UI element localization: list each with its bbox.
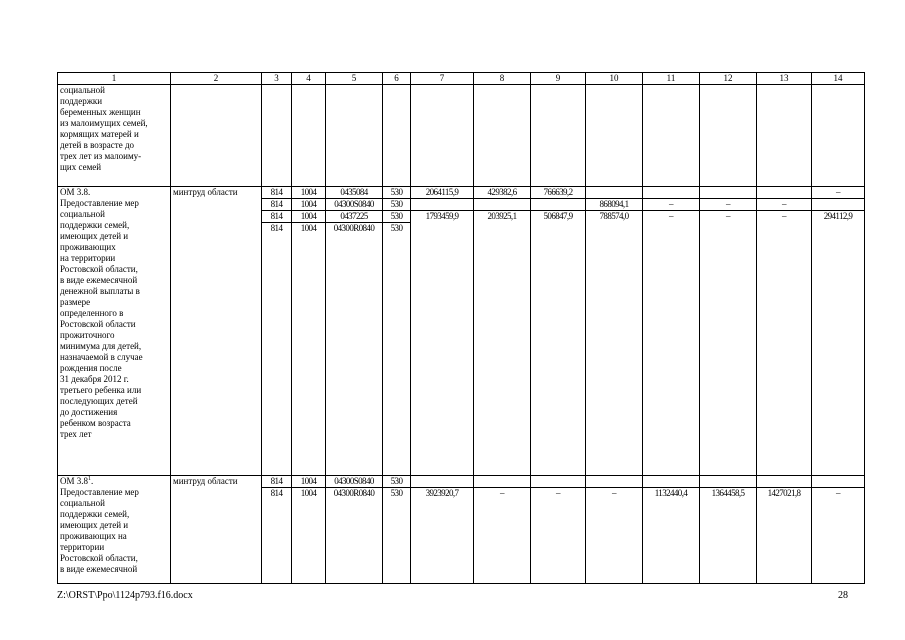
table-cell: 0435084 xyxy=(326,187,383,199)
table-cell: 530 xyxy=(383,211,411,223)
table-cell: – xyxy=(757,199,812,211)
column-header: 10 xyxy=(586,73,643,85)
column-header: 2 xyxy=(171,73,262,85)
table-cell: 1004 xyxy=(292,223,326,476)
table-cell: 1004 xyxy=(292,211,326,223)
table-cell: – xyxy=(812,187,865,199)
table-cell: 506847,9 xyxy=(531,211,586,476)
table-cell: 1364458,5 xyxy=(700,488,757,584)
table-cell: 814 xyxy=(262,187,292,199)
table-cell: 294112,9 xyxy=(812,211,865,476)
measure-description: ОМ 3.8. Предоставление мер социальной поддержки семей, имеющих детей и проживающих на территории Ростовской области, в виде ежемесячной денежной выплаты в размере определенного в Ростовской области прожиточного минимума для детей, назначаемой в случае рождения после 31 декабря 2012 г. третьего ребенка или последующих детей до достижения ребенком возраста трех лет xyxy=(58,187,171,476)
column-header: 7 xyxy=(411,73,474,85)
table-cell: 530 xyxy=(383,488,411,584)
column-header: 9 xyxy=(531,73,586,85)
table-cell: 1132440,4 xyxy=(643,488,700,584)
table-cell: 0437225 xyxy=(326,211,383,223)
table-cell: 1004 xyxy=(292,488,326,584)
table-cell: – xyxy=(474,488,531,584)
column-header: 12 xyxy=(700,73,757,85)
table-cell: 814 xyxy=(262,211,292,223)
column-header: 3 xyxy=(262,73,292,85)
column-header: 4 xyxy=(292,73,326,85)
column-header: 11 xyxy=(643,73,700,85)
table-cell: 1004 xyxy=(292,187,326,199)
table-header-row xyxy=(58,73,865,85)
table-cell: 429382,6 xyxy=(474,187,531,199)
table-cell: 04300R0840 xyxy=(326,223,383,476)
table-cell: – xyxy=(700,199,757,211)
table-cell: 868094,1 xyxy=(586,199,643,211)
table-cell: – xyxy=(700,211,757,476)
table-cell: 1427021,8 xyxy=(757,488,812,584)
measure-description: социальной поддержки беременных женщин из малоимущих семей, кормящих матерей и детей в возрасте до трех лет из малоиму- щих семей xyxy=(58,85,171,187)
table-cell: 04300S0840 xyxy=(326,476,383,488)
table-cell: 788574,0 xyxy=(586,211,643,476)
table-cell: 1793459,9 xyxy=(411,211,474,476)
table-row xyxy=(58,85,865,187)
table-cell: 530 xyxy=(383,199,411,211)
table-cell: 530 xyxy=(383,187,411,199)
column-header: 14 xyxy=(812,73,865,85)
table-cell: 3923920,7 xyxy=(411,488,474,584)
table-cell: 530 xyxy=(383,476,411,488)
table-cell: 1004 xyxy=(292,199,326,211)
table-cell: – xyxy=(531,488,586,584)
table-cell: – xyxy=(643,211,700,476)
table-cell: 1004 xyxy=(292,476,326,488)
executor-cell: минтруд области xyxy=(171,187,262,476)
page-number: 28 xyxy=(838,590,848,601)
table-cell: – xyxy=(757,211,812,476)
table-cell: 530 xyxy=(383,223,411,476)
column-header: 6 xyxy=(383,73,411,85)
column-header: 13 xyxy=(757,73,812,85)
table-cell: 203925,1 xyxy=(474,211,531,476)
column-header: 1 xyxy=(58,73,171,85)
table-row xyxy=(58,187,865,199)
table-cell: 04300R0840 xyxy=(326,488,383,584)
column-header: 5 xyxy=(326,73,383,85)
table-cell: 814 xyxy=(262,223,292,476)
table-row xyxy=(58,476,865,488)
table-cell: – xyxy=(643,199,700,211)
table-cell: – xyxy=(586,488,643,584)
table-cell: – xyxy=(812,488,865,584)
column-header: 8 xyxy=(474,73,531,85)
measure-description: ОМ $3.8^1$. Предоставление мер социальной поддержки семей, имеющих детей и проживающих на территории Ростовской области, в виде ежемесячной xyxy=(58,476,171,584)
table-cell: 2064115,9 xyxy=(411,187,474,199)
table-cell: 766639,2 xyxy=(531,187,586,199)
table-cell: 814 xyxy=(262,199,292,211)
table-cell: 814 xyxy=(262,476,292,488)
table-cell: 04300S0840 xyxy=(326,199,383,211)
table-cell: 814 xyxy=(262,488,292,584)
executor-cell: минтруд области xyxy=(171,476,262,584)
footer-file-path: Z:\ORST\Ppo\1124p793.f16.docx xyxy=(57,590,193,601)
budget-table xyxy=(57,72,865,584)
